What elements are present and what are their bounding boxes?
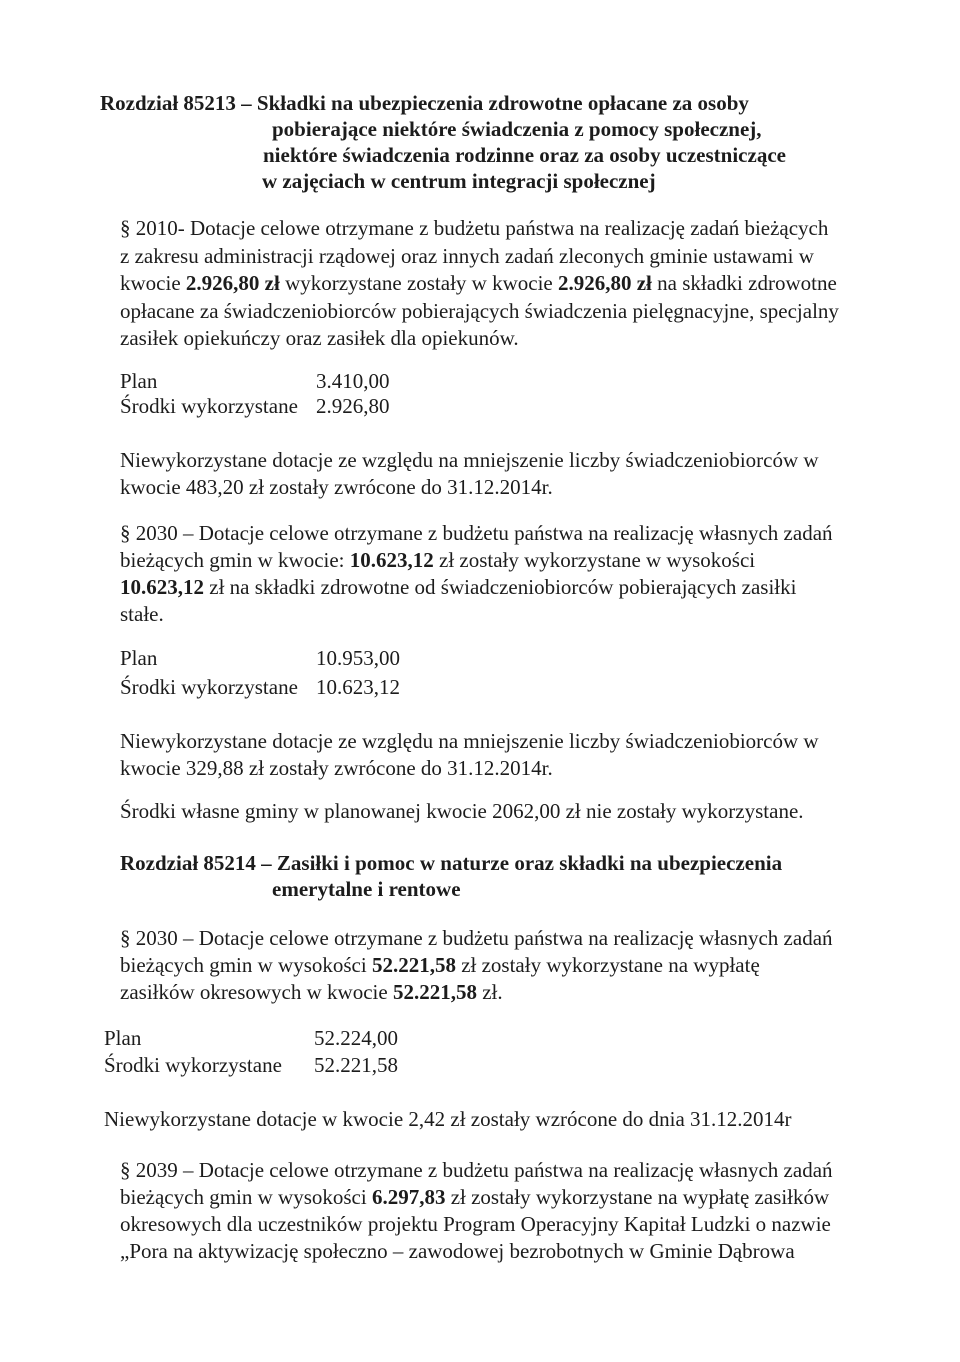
paragraph-line [120, 952, 833, 979]
amount: 52.221,58 [392, 980, 477, 1004]
paragraph-line: „Pora na aktywizację społeczno – zawodowej bezrobotnych w Gminie Dąbrowa [120, 1239, 795, 1263]
paragraph-2010 [120, 215, 839, 353]
unused-note-3 [104, 1106, 792, 1133]
heading-line: w zajęciach w centrum integracji społecznej [262, 169, 656, 193]
text-fragment: zł na składki zdrowotne od świadczeniobiorców pobierających zasiłki [204, 575, 797, 599]
plan-label: Plan [104, 1026, 142, 1050]
text-fragment: bieżących gmin w kwocie: [120, 548, 350, 572]
text-fragment: zł. [476, 980, 503, 1004]
paragraph-line: Niewykorzystane dotacje ze względu na mniejszenie liczby świadczeniobiorców w [120, 729, 819, 753]
heading-line: emerytalne i rentowe [272, 877, 461, 901]
paragraph-2039 [120, 1157, 833, 1265]
plan-value: 3.410,00 [316, 369, 390, 393]
paragraph-line: § 2010- Dotacje celowe otrzymane z budżetu państwa na realizację zadań bieżących [120, 216, 829, 240]
text-fragment: zł zostały wykorzystane w wysokości [433, 548, 756, 572]
paragraph-line: opłacane za świadczeniobiorców pobierających świadczenia pielęgnacyjne, specjalny [120, 298, 839, 323]
paragraph-2030-85214 [120, 925, 833, 1006]
paragraph-line: § 2039 – Dotacje celowe otrzymane z budżetu państwa na realizację własnych zadań [120, 1158, 833, 1182]
section-heading-85213 [100, 90, 786, 194]
used-row [120, 674, 420, 701]
amount: 10.623,12 [349, 548, 434, 572]
amount: 6.297,83 [371, 1185, 446, 1209]
plan-label: Plan [120, 369, 158, 393]
amount: 2.926,80 zł [185, 271, 280, 295]
heading-line: Rozdział 85214 – Zasiłki i pomoc w naturze oraz składki na ubezpieczenia [120, 851, 783, 875]
paragraph-2030-85213 [120, 520, 833, 628]
text-fragment: kwocie [120, 271, 186, 295]
used-row [120, 393, 420, 420]
plan-label: Plan [120, 646, 158, 670]
amount: 10.623,12 [120, 575, 204, 599]
paragraph-line: Niewykorzystane dotacje ze względu na mniejszenie liczby świadczeniobiorców w [120, 448, 819, 472]
section-heading-85214 [120, 850, 782, 902]
paragraph-line [120, 574, 833, 601]
unused-note-2 [120, 728, 819, 782]
heading-line: pobierające niektóre świadczenia z pomocy społecznej, [272, 117, 762, 141]
own-funds-note [120, 798, 804, 825]
amount: 2.926,80 zł [557, 271, 652, 295]
paragraph-line: Niewykorzystane dotacje w kwocie 2,42 zł zostały wzrócone do dnia 31.12.2014r [104, 1107, 792, 1131]
paragraph-line: zasiłek opiekuńczy oraz zasiłek dla opiekunów. [120, 326, 519, 350]
used-label: Środki wykorzystane [120, 394, 298, 418]
paragraph-line [120, 979, 833, 1006]
unused-note-1 [120, 447, 819, 501]
used-value: 10.623,12 [316, 675, 400, 699]
paragraph-line: okresowych dla uczestników projektu Program Operacyjny Kapitał Ludzki o nazwie [120, 1212, 831, 1236]
text-fragment: zł zostały wykorzystane na wypłatę [455, 953, 760, 977]
paragraph-line [120, 270, 839, 298]
plan-value: 52.224,00 [314, 1026, 398, 1050]
plan-row [104, 1025, 424, 1052]
plan-value: 10.953,00 [316, 646, 400, 670]
paragraph-line: § 2030 – Dotacje celowe otrzymane z budżetu państwa na realizację własnych zadań [120, 926, 833, 950]
used-value: 52.221,58 [314, 1053, 398, 1077]
paragraph-line [120, 547, 833, 574]
paragraph-line [120, 1184, 833, 1211]
amount: 52.221,58 [371, 953, 456, 977]
paragraph-line: § 2030 – Dotacje celowe otrzymane z budżetu państwa na realizację własnych zadań [120, 521, 833, 545]
used-label: Środki wykorzystane [120, 675, 298, 699]
text-fragment: zasiłków okresowych w kwocie [120, 980, 393, 1004]
used-label: Środki wykorzystane [104, 1053, 282, 1077]
text-fragment: bieżących gmin w wysokości [120, 1185, 372, 1209]
text-fragment: na składki zdrowotne [651, 271, 837, 295]
heading-line: niektóre świadczenia rodzinne oraz za osoby uczestniczące [263, 143, 786, 167]
paragraph-line: kwocie 329,88 zł zostały zwrócone do 31.12.2014r. [120, 756, 553, 780]
plan-row [120, 645, 420, 672]
paragraph-line: Środki własne gminy w planowanej kwocie 2062,00 zł nie zostały wykorzystane. [120, 799, 804, 823]
paragraph-line: stałe. [120, 602, 164, 626]
heading-line: Rozdział 85213 – Składki na ubezpieczenia zdrowotne opłacane za osoby [100, 91, 749, 115]
paragraph-line: kwocie 483,20 zł zostały zwrócone do 31.12.2014r. [120, 475, 553, 499]
paragraph-line: z zakresu administracji rządowej oraz innych zadań zleconych gminie ustawami w [120, 243, 814, 268]
text-fragment: zł zostały wykorzystane na wypłatę zasiłków [445, 1185, 830, 1209]
used-value: 2.926,80 [316, 394, 390, 418]
used-row [104, 1052, 424, 1079]
plan-row [120, 368, 420, 395]
text-fragment: wykorzystane zostały w kwocie [279, 271, 558, 295]
text-fragment: bieżących gmin w wysokości [120, 953, 372, 977]
